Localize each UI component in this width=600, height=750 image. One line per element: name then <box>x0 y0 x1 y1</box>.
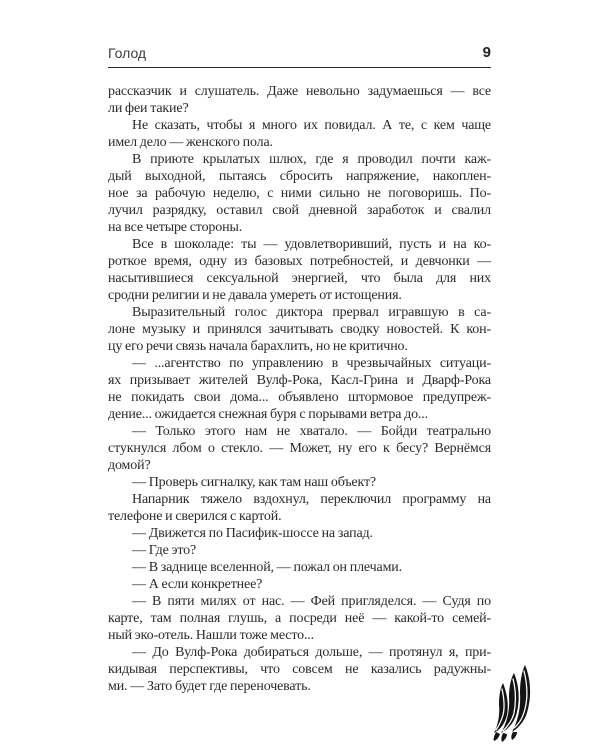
claw-mark-icon <box>492 663 534 743</box>
content-column <box>108 44 491 695</box>
paragraph <box>108 83 491 117</box>
text-line: роткое время, одну из базовых потребностей, и девчонки — <box>108 254 491 269</box>
text-line: на все четыре стороны. <box>108 220 243 235</box>
text-line: не покидать свои дома... объявлено штормовое предупреж- <box>108 390 491 405</box>
text-line: цу его речи связь начала барахлить, но не критично. <box>108 339 408 354</box>
text-line: карте, там полная глушь, а посреди неё — какой-то семей- <box>108 611 491 626</box>
text-line: — Только этого нам не хватало. — Бойди театрально <box>132 424 491 439</box>
text-line: — Движется по Пасифик-шоссе на запад. <box>132 526 373 541</box>
text-line: — Проверь сигналку, как там наш объект? <box>132 475 376 490</box>
paragraph <box>108 117 491 151</box>
text-line: — В заднице вселенной, — пожал он плечами. <box>132 560 402 575</box>
paragraph <box>108 355 491 423</box>
text-line: ли феи такие? <box>108 101 189 116</box>
text-line: ях призывает жителей Вулф-Рока, Касл-Грина и Дварф-Рока <box>108 373 491 388</box>
paragraph <box>108 593 491 644</box>
paragraph <box>108 491 491 525</box>
text-line: кидывая перспективы, что совсем не казались радужны- <box>108 662 491 677</box>
page-number: 9 <box>482 44 491 61</box>
text-line: ми. — Зато будет где переночевать. <box>108 679 311 694</box>
text-line: — А если конкретнее? <box>132 577 263 592</box>
paragraph <box>108 542 491 559</box>
text-line: телефоне и сверился с картой. <box>108 509 282 524</box>
paragraph <box>108 304 491 355</box>
text-line: дение... ожидается снежная буря с порывами ветра до... <box>108 407 428 422</box>
paragraph <box>108 151 491 236</box>
text-line: Выразительный голос диктора прервал игравшую в са- <box>132 305 491 320</box>
paragraph <box>108 525 491 542</box>
text-line: имел дело — женского пола. <box>108 135 273 150</box>
text-line: рассказчик и слушатель. Даже невольно задумаешься — все <box>108 84 491 99</box>
text-line: лоне музыку и принялся зачитывать сводку новостей. К кон- <box>108 322 491 337</box>
page-text <box>108 83 491 695</box>
text-line: Не сказать, чтобы я много их повидал. А те, с кем чаще <box>132 118 491 133</box>
text-line: дый выходной, пытаясь сбросить напряжение, накоплен- <box>108 169 491 184</box>
running-title: Голод <box>108 45 147 61</box>
paragraph <box>108 559 491 576</box>
text-line: — Где это? <box>132 543 197 558</box>
text-line: стукнулся лбом о стекло. — Может, ну его к бесу? Вернёмся <box>108 441 491 456</box>
text-line: сродни религии и не давала умереть от истощения. <box>108 288 402 303</box>
text-line: — ...агентство по управлению в чрезвычайных ситуаци- <box>132 356 491 371</box>
text-line: насытившиеся сексуальной энергией, что была для них <box>108 271 491 286</box>
text-line: ный эко-отель. Нашли тоже место... <box>108 628 315 643</box>
paragraph <box>108 474 491 491</box>
text-line: лучил разрядку, оставил свой дневной заработок и свалил <box>108 203 491 218</box>
text-line: Все в шоколаде: ты — удовлетворивший, пусть и на ко- <box>132 237 491 252</box>
paragraph <box>108 576 491 593</box>
text-line: Напарник тяжело вздохнул, переключил программу на <box>132 492 491 507</box>
text-line: — В пяти милях от нас. — Фей пригляделся. — Судя по <box>132 594 491 609</box>
running-header <box>108 44 491 68</box>
paragraph <box>108 423 491 474</box>
paragraph <box>108 644 491 695</box>
text-line: — До Вулф-Рока добираться дольше, — протянул я, при- <box>132 645 491 660</box>
paragraph <box>108 236 491 304</box>
text-line: домой? <box>108 458 151 473</box>
text-line: В приюте крылатых шлюх, где я проводил почти каж- <box>132 152 491 167</box>
text-line: ное за рабочую неделю, с ними сильно не поговоришь. По- <box>108 186 491 201</box>
